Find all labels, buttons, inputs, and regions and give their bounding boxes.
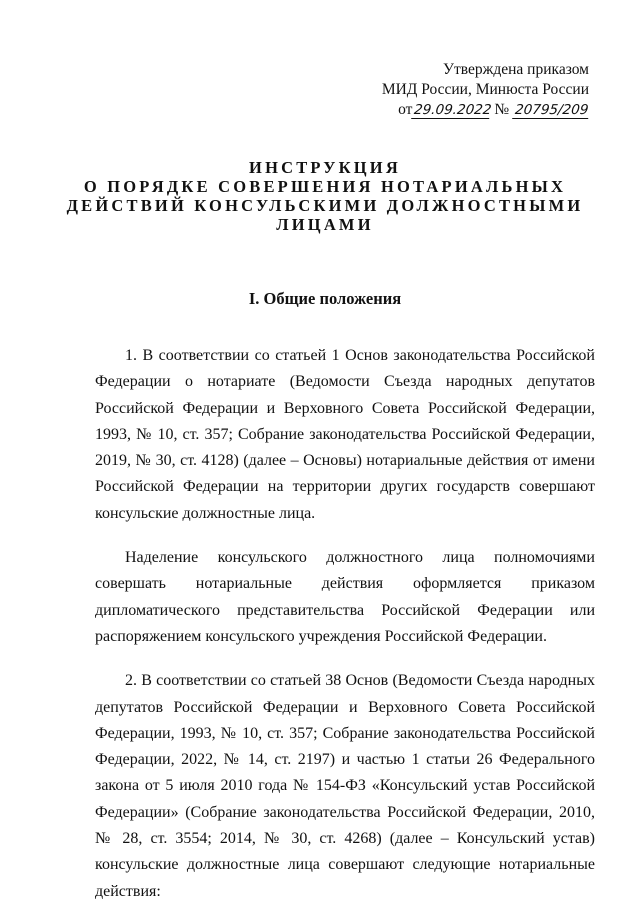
approval-from-prefix: от (398, 101, 413, 118)
title-line-1: ИНСТРУКЦИЯ (249, 158, 401, 177)
approval-line-1: Утверждена приказом (443, 61, 589, 78)
approval-date-handwritten: 29.09.2022 (412, 103, 492, 119)
approval-date-number-line (329, 100, 589, 120)
title-line-2: О ПОРЯДКЕ СОВЕРШЕНИЯ НОТАРИАЛЬНЫХ (83, 177, 567, 196)
document-title (60, 158, 590, 234)
paragraph-2: Наделение консульского должностного лица полномочиями совершать нотариальные действия оформляется приказом дипломатического представительства Российской Федерации или распоряжением консульского учреждения Российской Федерации. (95, 549, 595, 645)
paragraph-3: 2. В соответствии со статьей 38 Основ (Ведомости Съезда народных депутатов Российской Федерации и Верховного Совета Российской Федерации, 1993, № 10, ст. 357; Собрание законодательства Российской Федерации, 2022, № 14, ст. 2197) и частью 1 статьи 26 Федерального закона от 5 июля 2010 года № 154-ФЗ «Консульский устав Российской Федерации» (Собрание законодательства Российской Федерации, 2010, № 28, ст. 3554; 2014, № 30, ст. 4268) (далее – Консульский устав) консульские должностные лица совершают следующие нотариальные действия: (95, 672, 595, 900)
document-body (95, 343, 595, 923)
approval-number-handwritten: 20795/209 (512, 103, 590, 119)
title-line-4: ЛИЦАМИ (276, 215, 374, 234)
approval-line-2: МИД России, Минюста России (381, 81, 589, 98)
paragraph-1: 1. В соответствии со статьей 1 Основ законодательства Российской Федерации о нотариате (Ведомости Съезда народных депутатов Российской Федерации и Верховного Совета Российской Федерации, 1993, № 10, ст. 357; Собрание законодательства Российской Федерации, 2019, № 30, ст. 4128) (далее – Основы) нотариальные действия от имени Российской Федерации на территории других государств совершают консульские должностные лица. (95, 347, 595, 522)
approval-block (329, 60, 589, 120)
title-line-3: ДЕЙСТВИЙ КОНСУЛЬСКИМИ ДОЛЖНОСТНЫМИ (66, 196, 584, 215)
section-heading: I. Общие положения (248, 289, 402, 308)
approval-number-sign: № (494, 101, 510, 118)
